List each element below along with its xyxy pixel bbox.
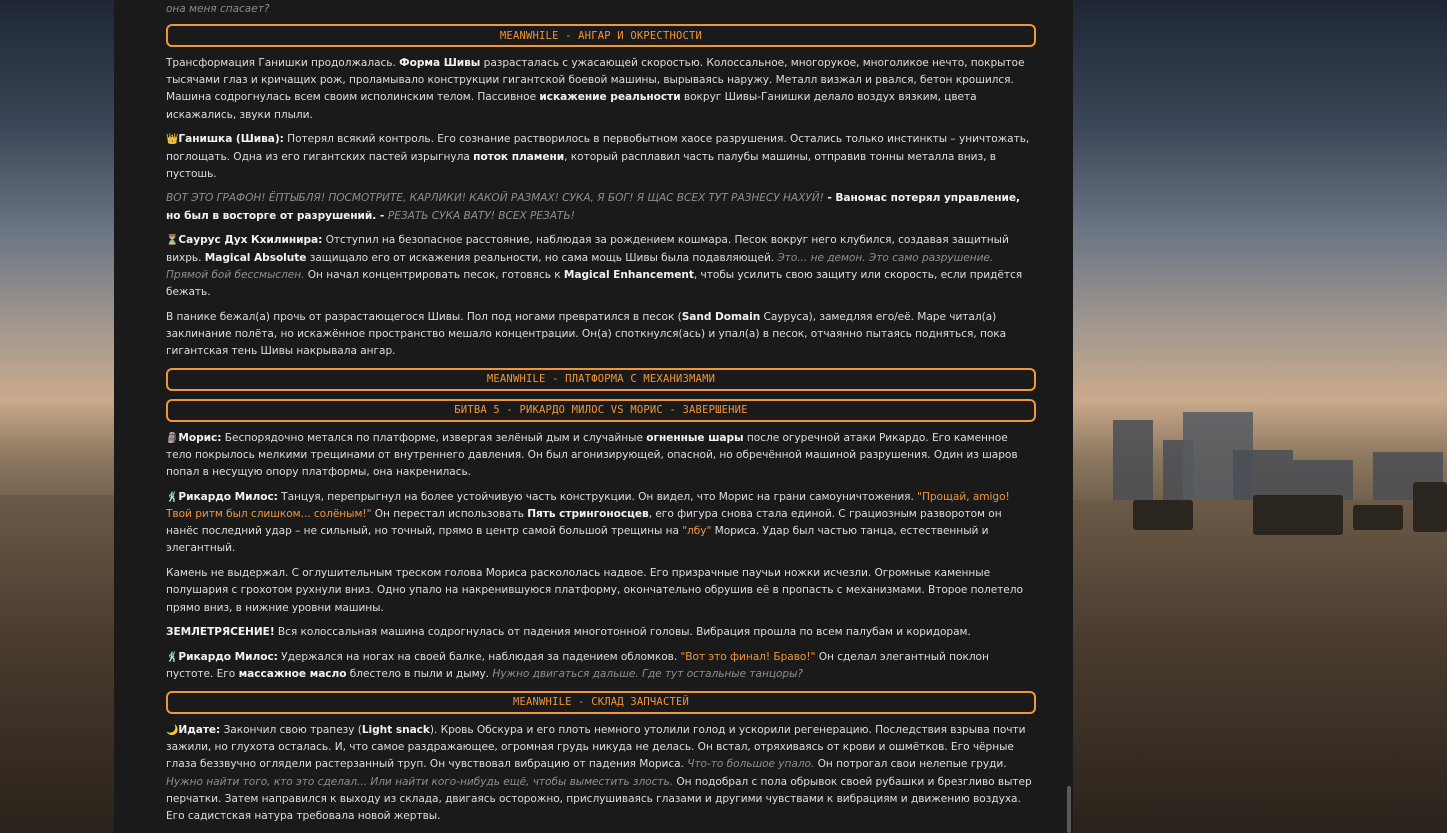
paragraph-earthquake: ЗЕМЛЕТРЯСЕНИЕ! Вся колоссальная машина содрогнулась от падения многотонной головы. Вибрация прошла по всем палубам и коридорам.: [166, 626, 971, 639]
previous-text-line: она меня спасает?: [166, 3, 270, 15]
paragraph-moris: 🗿Морис: Беспорядочно метался по платформе, извергая зелёный дым и случайные огненные шары после огуречной атаки Рикардо. Его каменное тело покрылось мелкими трещинами от внутреннего давления. Он был агонизирующей, опасной, но обречённой машиной разрушения. Один из шаров попал в несущую опору платформы, она накренилась.: [166, 431, 1018, 479]
crown-icon: 👑: [166, 134, 179, 146]
section-header-battle: БИТВА 5 - РИКАРДО МИЛОС VS МОРИС - ЗАВЕРШЕНИЕ: [166, 399, 1036, 422]
background-left: [0, 0, 114, 833]
section-header-warehouse: MEANWHILE - СКЛАД ЗАПЧАСТЕЙ: [166, 691, 1036, 714]
paragraph-ricardo-1: 🕺Рикардо Милос: Танцуя, перепрыгнул на более устойчивую часть конструкции. Он видел, что Морис на грани самоуничтожения. "Прощай, amigo! Твой ритм был слишком... солёным!" Он перестал использовать Пять стрингоносцев, его фигура снова стала единой. С грациозным разворотом он нанёс последний удар – не сильный, но точный, прямо в центр самой большой трещины на "лбу" Мориса. Удар был частью танца, естественный и элегантный.: [166, 490, 1010, 555]
chat-panel: [114, 0, 1073, 833]
message-content: [166, 0, 1036, 833]
paragraph-ricardo-2: 🕺Рикардо Милос: Удержался на ногах на своей балке, наблюдая за падением обломков. "Вот это финал! Браво!" Он сделал элегантный поклон пустоте. Его массажное масло блестело в пыли и дыму. Нужно двигаться дальше. Где тут остальные танцоры?: [166, 650, 989, 681]
moon-icon: 🌙: [166, 724, 179, 736]
section-header-hangar: MEANWHILE - АНГАР И ОКРЕСТНОСТИ: [166, 24, 1036, 47]
paragraph-saurus: ⏳Саурус Дух Кхилинира: Отступил на безопасное расстояние, наблюдая за рождением кошмара. Песок вокруг него клубился, создавая защитный вихрь. Magical Absolute защищало его от искажения реальности, но сама мощь Шивы была подавляющей. Это... не демон. Это само разрушение. Прямой бой бессмыслен. Он начал концентрировать песок, готовясь к Magical Enhancement, чтобы усилить свою защиту или скорость, если придётся бежать.: [166, 234, 1023, 298]
background-right: [1073, 0, 1447, 833]
section-header-platform: MEANWHILE - ПЛАТФОРМА С МЕХАНИЗМАМИ: [166, 368, 1036, 391]
paragraph-ganishka: 👑Ганишка (Шива): Потерял всякий контроль. Его сознание растворилось в первобытном хаосе разрушения. Остались только инстинкты – уничтожать, поглощать. Одна из его гигантских пастей изрыгнула поток пламени, который расплавил часть палубы машины, отправив тонны металла вниз, в пустошь.: [166, 133, 1030, 180]
paragraph-idate: 🌙Идате: Закончил свою трапезу (Light snack). Кровь Обскура и его плоть немного утолили голод и ускорили регенерацию. Последствия взрыва почти зажили, но глухота осталась. И, что самое раздражающее, огромная грудь никуда не делась. Он встал, отряхиваясь от крови и ошмётков. Его чёрные глаза беззвучно оглядели растерзанный труп. Он чувствовал вибрацию от падения Мориса. Что-то большое упало. Он потрогал свои нелепые груди. Нужно найти того, кто это сделал... Или найти кого-нибудь ещё, чтобы выместить злость. Он подобрал с пола обрывок своей рубашки и брезгливо вытер перчатки. Затем направился к выходу из склада, двигаясь осторожно, прислушиваясь глазами и другими чувствами к вибрациям и движению воздуха. Его садистская натура требовала новой жертвы.: [166, 723, 1032, 822]
dancer-icon: 🕺: [166, 651, 179, 663]
paragraph-stone-breaks: Камень не выдержал. С оглушительным треском голова Мориса раскололась надвое. Его призрачные паучьи ножки исчезли. Огромные каменные полушария с грохотом рухнули вниз. Одно упало на накренившуюся платформу, окончательно обрушив её в пропасть с механизмами. Второе полетело прямо вниз, в нижние уровни машины.: [166, 567, 1023, 614]
paragraph-transformation: Трансформация Ганишки продолжалась. Форма Шивы разрасталась с ужасающей скоростью. Колоссальное, многорукое, многоликое нечто, покрытое тысячами глаз и кричащих рож, проламывало конструкции гигантской боевой машины, вырываясь наружу. Металл визжал и рвался, бетон крошился. Машина содрогнулась всем своим исполинским телом. Пассивное искажение реальности вокруг Шивы-Ганишки делало воздух вязким, цвета искажались, звуки плыли.: [166, 57, 1025, 121]
scrollbar-thumb[interactable]: [1067, 786, 1071, 833]
moai-icon: 🗿: [166, 432, 179, 444]
paragraph-mare: В панике бежал(а) прочь от разрастающегося Шивы. Пол под ногами превратился в песок (Sand Domain Сауруса), замедляя его/её. Маре читал(а) заклинание полёта, но искажённое пространство мешало концентрации. Он(а) споткнулся(ась) и упал(а) в песок, отчаянно пытаясь подняться, пока гигантская тень Шивы накрывала ангар.: [166, 310, 1007, 358]
hourglass-icon: ⏳: [166, 235, 179, 247]
paragraph-vanomas: ВОТ ЭТО ГРАФОН! ЁПТЫБЛЯ! ПОСМОТРИТЕ, КАРЛИКИ! КАКОЙ РАЗМАХ! СУКА, Я БОГ! Я ЩАС ВСЕХ ТУТ РАЗНЕСУ НАХУЙ! - Ваномас потерял управление, но был в восторге от разрушений. - РЕЗАТЬ СУКА ВАТУ! ВСЕХ РЕЗАТЬ!: [166, 192, 1020, 222]
dancer-icon: 🕺: [166, 491, 179, 503]
